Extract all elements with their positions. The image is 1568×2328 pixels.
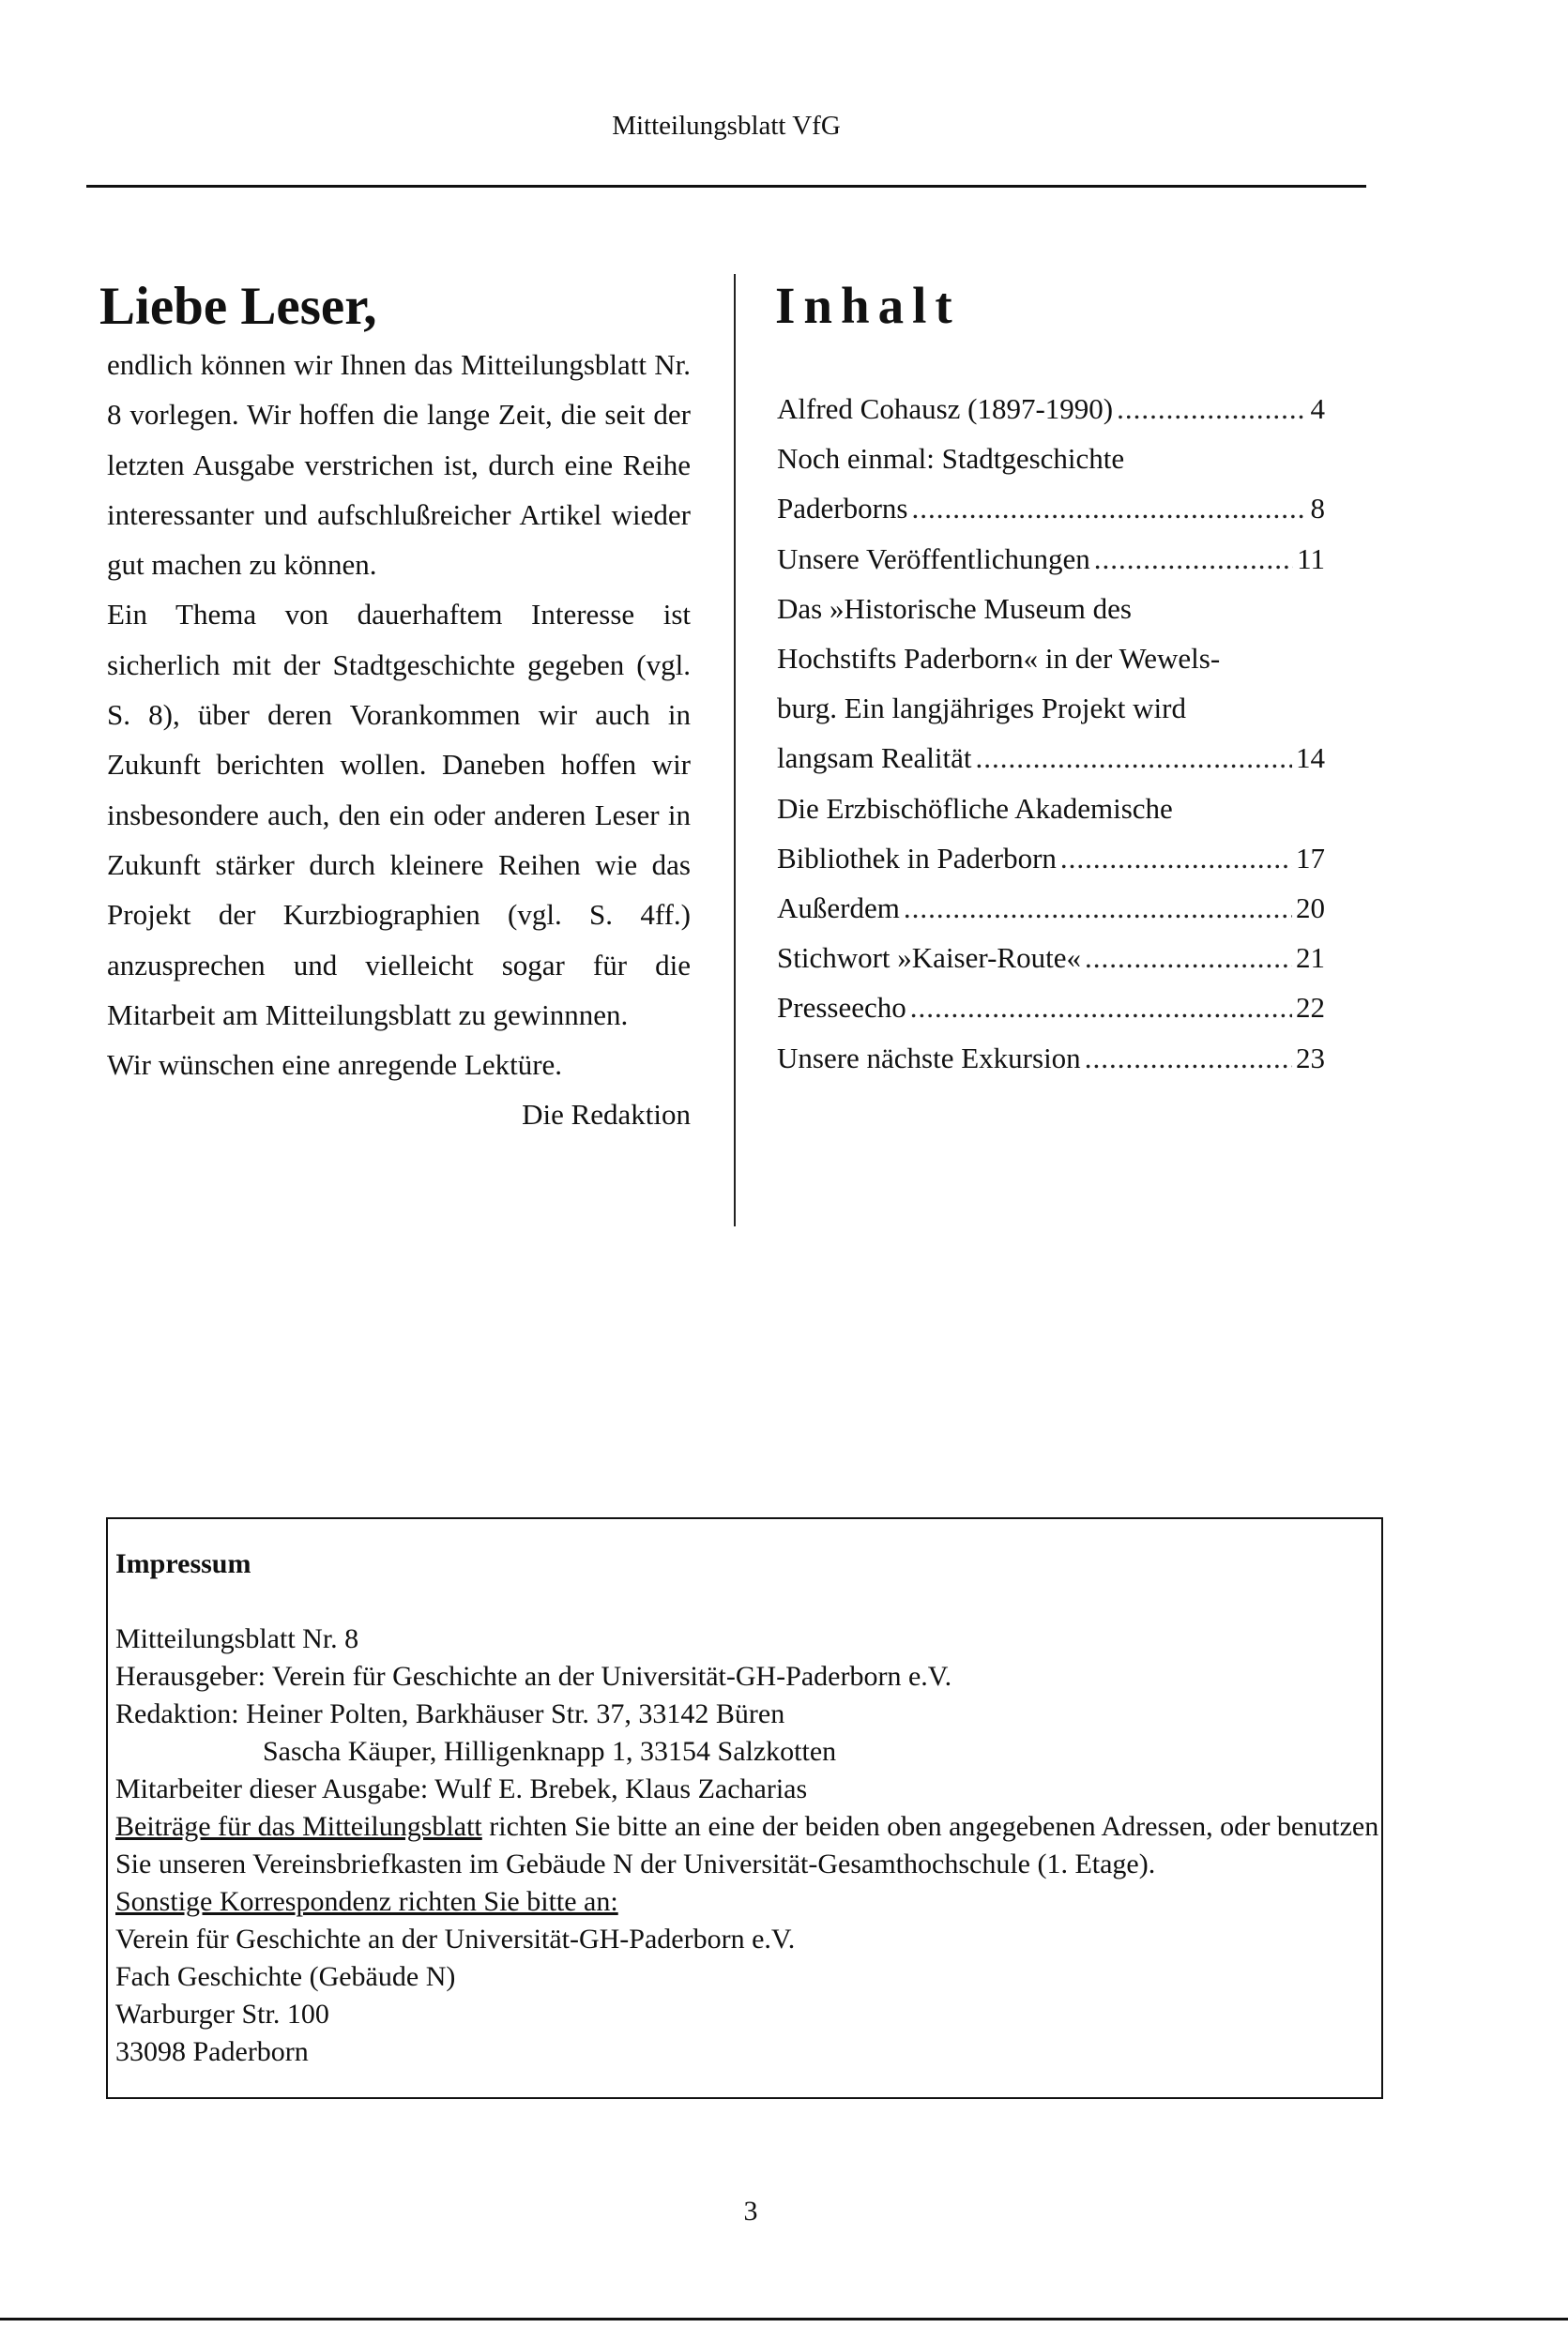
greeting-signature: Die Redaktion [522,1098,691,1132]
greeting-body [107,340,691,1140]
toc-entry-page: 4 [1310,392,1325,425]
table-of-contents [777,384,1325,1083]
toc-entry [777,384,1325,434]
toc-entry-title: Stichwort »Kaiser-Route« [777,941,1081,975]
toc-entry-page: 8 [1310,492,1325,525]
toc-entry-title: Bibliothek in Paderborn [777,841,1057,875]
toc-entry-line [777,833,1325,883]
toc-entry-title-line: burg. Ein langjähriges Projekt wird [777,692,1186,725]
greeting-heading: Liebe Leser, [99,277,377,336]
column-divider [734,274,736,1226]
imprint-correspondence-label: Sonstige Korrespondenz richten Sie bitte an: [115,1886,618,1917]
toc-entry-line [777,733,1325,783]
imprint-contributions-text: richten Sie bitte an eine der beiden oben angegebenen Adressen, oder benutzen Sie unseren Vereinsbriefkasten im Gebäude N der Universität-Gesamthochschule (1. Etage). [115,1811,1379,1879]
imprint-contributions-label: Beiträge für das Mitteilungsblatt [115,1811,482,1842]
toc-leader-dots [904,883,1292,933]
toc-entry [777,883,1325,933]
bottom-rule [0,2318,1568,2320]
toc-leader-dots [1094,534,1293,584]
toc-leader-dots [1117,384,1306,434]
toc-entry-line [777,483,1325,533]
imprint-box [106,1517,1383,2099]
imprint-publisher: Herausgeber: Verein für Geschichte an der Universität-GH-Paderborn e.V. [115,1661,952,1692]
toc-entry [777,933,1325,982]
toc-entry-page: 11 [1297,541,1325,575]
greeting-paragraph: endlich können wir Ihnen das Mitteilungsblatt Nr. 8 vorlegen. Wir hoffen die lange Zeit, die seit der letzten Ausgabe verstrichen ist, durch eine Reihe interessanter und aufschlußreicher Artikel wieder gut machen zu können. [107,348,691,582]
toc-entry-title: Außerdem [777,891,900,925]
toc-leader-dots [1085,1033,1292,1083]
toc-entry [777,982,1325,1032]
toc-entry-page: 20 [1296,891,1325,925]
imprint-address-line: 33098 Paderborn [115,2036,309,2067]
imprint-address-line: Warburger Str. 100 [115,1999,329,2030]
toc-entry-title: Paderborns [777,492,908,525]
greeting-paragraph: Wir wünschen eine anregende Lektüre. [107,1048,563,1082]
imprint-issue: Mitteilungsblatt Nr. 8 [115,1623,359,1654]
imprint-editors-second: Sascha Käuper, Hilligenknapp 1, 33154 Salzkotten [263,1736,837,1767]
toc-entry-page: 23 [1296,1041,1325,1074]
toc-entry-line [777,1033,1325,1083]
toc-leader-dots [910,982,1292,1032]
imprint-address-line: Fach Geschichte (Gebäude N) [115,1961,456,1992]
toc-entry-page: 17 [1296,841,1325,875]
toc-entry-title: Presseecho [777,991,906,1025]
toc-entry-title: langsam Realität [777,741,972,775]
toc-entry-title: Unsere Veröffentlichungen [777,541,1090,575]
toc-entry-line [777,933,1325,982]
toc-entry [777,784,1325,883]
toc-entry-title-line: Die Erzbischöfliche Akademische [777,791,1173,825]
toc-entry-title: Alfred Cohausz (1897-1990) [777,392,1114,425]
toc-leader-dots [911,483,1306,533]
toc-entry [777,1033,1325,1083]
toc-entry-title-line: Noch einmal: Stadtgeschichte [777,442,1125,476]
page-header-title: Mitteilungsblatt VfG [612,111,841,141]
greeting-paragraph: Ein Thema von dauerhaftem Interesse ist sicherlich mit der Stadtgeschichte gegeben (vgl. S. 8), über deren Vorankommen wir auch in Zukunft berichten wollen. Daneben hoffen wir insbesondere auch, den ein oder anderen Leser in Zukunft stärker durch kleinere Reihen wie das Projekt der Kurzbiographien (vgl. S. 4ff.) anzusprechen und vielleicht sogar für die Mitarbeit am Mitteilungsblatt zu gewinnnen. [107,598,691,1031]
toc-leader-dots [1060,833,1292,883]
toc-heading: Inhalt [775,277,961,334]
toc-entry [777,434,1325,533]
toc-entry-page: 21 [1296,941,1325,975]
toc-entry-title-line: Hochstifts Paderborn« in der Wewels- [777,642,1221,676]
toc-entry-page: 14 [1296,741,1325,775]
imprint-contributors: Mitarbeiter dieser Ausgabe: Wulf E. Brebek, Klaus Zacharias [115,1773,808,1804]
imprint-contributions [115,1808,1381,1883]
toc-entry-title: Unsere nächste Exkursion [777,1041,1081,1074]
toc-entry-title-line: Das »Historische Museum des [777,591,1132,625]
toc-entry-page: 22 [1296,991,1325,1025]
toc-entry-line [777,982,1325,1032]
imprint-address-line: Verein für Geschichte an der Universität-GH-Paderborn e.V. [115,1924,796,1955]
toc-leader-dots [1085,933,1292,982]
toc-entry-line [777,534,1325,584]
toc-leader-dots [975,733,1292,783]
page-number: 3 [743,2196,758,2227]
header-rule [86,185,1366,188]
imprint-title: Impressum [115,1548,251,1579]
toc-entry [777,584,1325,784]
toc-entry-line [777,384,1325,434]
toc-entry [777,534,1325,584]
toc-entry-line [777,883,1325,933]
imprint-editors: Redaktion: Heiner Polten, Barkhäuser Str. 37, 33142 Büren [115,1698,785,1729]
